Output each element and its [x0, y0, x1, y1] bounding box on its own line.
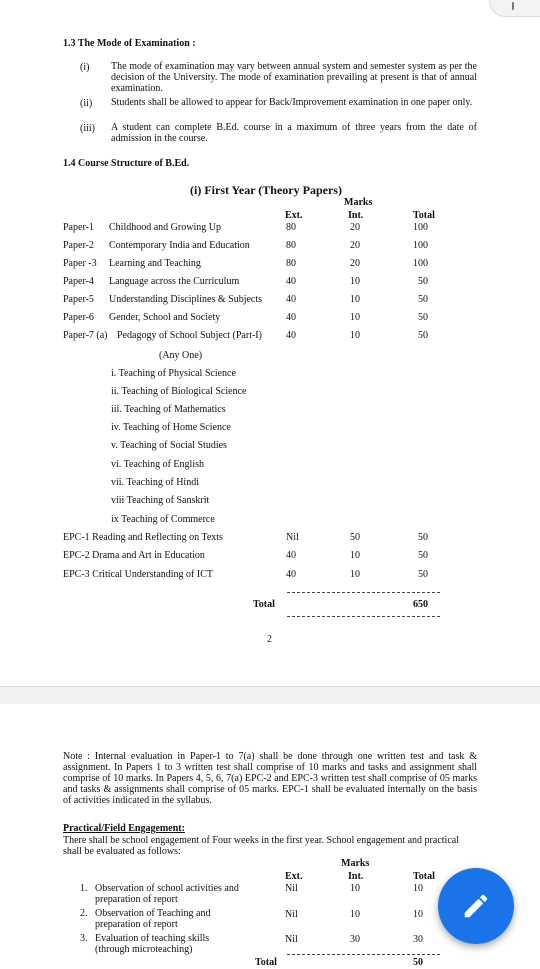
item-ext: Nil — [285, 883, 298, 894]
paper-title: Learning and Teaching — [109, 258, 201, 269]
list-number: (iii) — [80, 123, 95, 134]
total-value: 650 — [413, 599, 428, 610]
list-number: (ii) — [80, 98, 93, 109]
list-item-text: The mode of examination may vary between annual system and semester system as per the decision of the University. The mode of examination prevailing at present is that of annual examination. — [111, 61, 477, 94]
section-heading-1-4: 1.4 Course Structure of B.Ed. — [63, 158, 190, 169]
paper-ext: 80 — [286, 258, 296, 269]
list-item: ii. Teaching of Biological Science — [111, 386, 247, 397]
item-total: 10 — [413, 883, 423, 894]
epc-total: 50 — [418, 569, 428, 580]
paper-ext: 40 — [286, 330, 296, 341]
paper-total: 50 — [418, 312, 428, 323]
paper-ext: 80 — [286, 222, 296, 233]
epc-title: EPC-3 Critical Understanding of ICT — [63, 569, 213, 580]
paper-int: 10 — [350, 330, 360, 341]
paper-code: Paper-7 (a) — [63, 330, 108, 341]
practical-heading: Practical/Field Engagement: — [63, 823, 185, 834]
total-value: 50 — [413, 957, 423, 968]
table-title: (i) First Year (Theory Papers) — [190, 183, 342, 197]
paper-ext: 40 — [286, 276, 296, 287]
paper-total: 50 — [418, 276, 428, 287]
epc-total: 50 — [418, 532, 428, 543]
list-item: ix Teaching of Commerce — [111, 514, 215, 525]
paper-title: Language across the Curriculum — [109, 276, 240, 287]
page-separator — [0, 686, 540, 706]
divider — [287, 592, 440, 593]
paper-int: 10 — [350, 294, 360, 305]
paper-total: 100 — [413, 222, 428, 233]
total-label: Total — [253, 599, 275, 610]
note-paragraph: Note : Internal evaluation in Paper-1 to 7(a) shall be done through one written test and task & assignment. In Papers 1 to 3 written test shall comprise of 10 marks and tasks and assignment shall comprise of 10 marks. In Papers 4, 5, 6, 7(a) EPC-2 and EPC-3 written test shall comprise of 05 marks and tasks & assignments shall comprise of 05 marks. EPC-1 shall be evaluated internally on the basis of activities indicated in the syllabus. — [63, 751, 477, 806]
paper-title: Understanding Disciplines & Subjects — [109, 294, 263, 305]
practical-intro: There shall be school engagement of Four weeks in the first year. School engagement and practical shall be evaluated as follows: — [63, 835, 459, 857]
item-total: 30 — [413, 934, 423, 945]
paper-title: Contemporary India and Education — [109, 240, 250, 251]
list-item: vii. Teaching of Hindi — [111, 477, 199, 488]
col-total: Total — [413, 871, 435, 882]
epc-int: 10 — [350, 569, 360, 580]
item-total: 10 — [413, 909, 423, 920]
paper-title: Childhood and Growing Up — [109, 222, 221, 233]
list-item: vi. Teaching of English — [111, 459, 204, 470]
paper-total: 100 — [413, 258, 428, 269]
col-int: Int. — [348, 871, 364, 882]
paper-int: 10 — [350, 312, 360, 323]
paper-ext: 80 — [286, 240, 296, 251]
epc-ext: Nil — [286, 532, 299, 543]
paper-code: Paper-6 — [63, 312, 94, 323]
list-item-text: A student can complete B.Ed. course in a maximum of three years from the date of admission in the course. — [111, 122, 477, 144]
col-ext: Ext. — [285, 210, 303, 221]
edit-button[interactable] — [438, 868, 514, 944]
epc-ext: 40 — [286, 569, 296, 580]
epc-ext: 40 — [286, 550, 296, 561]
col-int: Int. — [348, 210, 364, 221]
item-text: Evaluation of teaching skills (through microteaching) — [95, 933, 210, 955]
item-text: Observation of Teaching and preparation of report — [95, 908, 211, 930]
paper-int: 20 — [350, 258, 360, 269]
paper-int: 20 — [350, 240, 360, 251]
paper-code: Paper -3 — [63, 258, 97, 269]
paper-code: Paper-5 — [63, 294, 94, 305]
pencil-icon — [461, 891, 491, 921]
list-item: i. Teaching of Physical Science — [111, 368, 236, 379]
paper-code: Paper-4 — [63, 276, 94, 287]
list-number: (i) — [80, 62, 90, 73]
col-total: Total — [413, 210, 435, 221]
item-int: 10 — [350, 909, 360, 920]
page-number: 2 — [267, 634, 272, 645]
item-number: 1. — [80, 883, 88, 894]
epc-total: 50 — [418, 550, 428, 561]
divider — [287, 616, 440, 617]
item-int: 30 — [350, 934, 360, 945]
paper-total: 50 — [418, 294, 428, 305]
item-int: 10 — [350, 883, 360, 894]
marks-label: Marks — [341, 858, 370, 869]
section-heading-1-3: 1.3 The Mode of Examination : — [63, 38, 196, 49]
paper-ext: 40 — [286, 312, 296, 323]
total-label: Total — [255, 957, 277, 968]
paper-ext: 40 — [286, 294, 296, 305]
list-item: iii. Teaching of Mathematics — [111, 404, 226, 415]
item-number: 3. — [80, 933, 88, 944]
item-ext: Nil — [285, 909, 298, 920]
any-one-note: (Any One) — [159, 350, 203, 361]
marks-label: Marks — [344, 197, 373, 208]
paper-total: 100 — [413, 240, 428, 251]
paper-total: 50 — [418, 330, 428, 341]
scroll-handle[interactable] — [489, 0, 540, 17]
divider — [287, 954, 440, 955]
epc-title: EPC-1 Reading and Reflecting on Texts — [63, 532, 223, 543]
paper-int: 20 — [350, 222, 360, 233]
epc-int: 50 — [350, 532, 360, 543]
list-item-text: Students shall be allowed to appear for Back/Improvement examination in one paper only. — [111, 97, 473, 108]
list-item: iv. Teaching of Home Science — [111, 422, 231, 433]
item-number: 2. — [80, 908, 88, 919]
paper-code: Paper-1 — [63, 222, 94, 233]
epc-title: EPC-2 Drama and Art in Education — [63, 550, 205, 561]
col-ext: Ext. — [285, 871, 303, 882]
paper-int: 10 — [350, 276, 360, 287]
epc-int: 10 — [350, 550, 360, 561]
paper-code: Paper-2 — [63, 240, 94, 251]
paper-title: Gender, School and Society — [109, 312, 221, 323]
item-ext: Nil — [285, 934, 298, 945]
paper-title: Pedagogy of School Subject (Part-I) — [117, 330, 262, 341]
item-text: Observation of school activities and preparation of report — [95, 883, 239, 905]
list-item: viii Teaching of Sanskrit — [111, 495, 210, 506]
list-item: v. Teaching of Social Studies — [111, 440, 227, 451]
